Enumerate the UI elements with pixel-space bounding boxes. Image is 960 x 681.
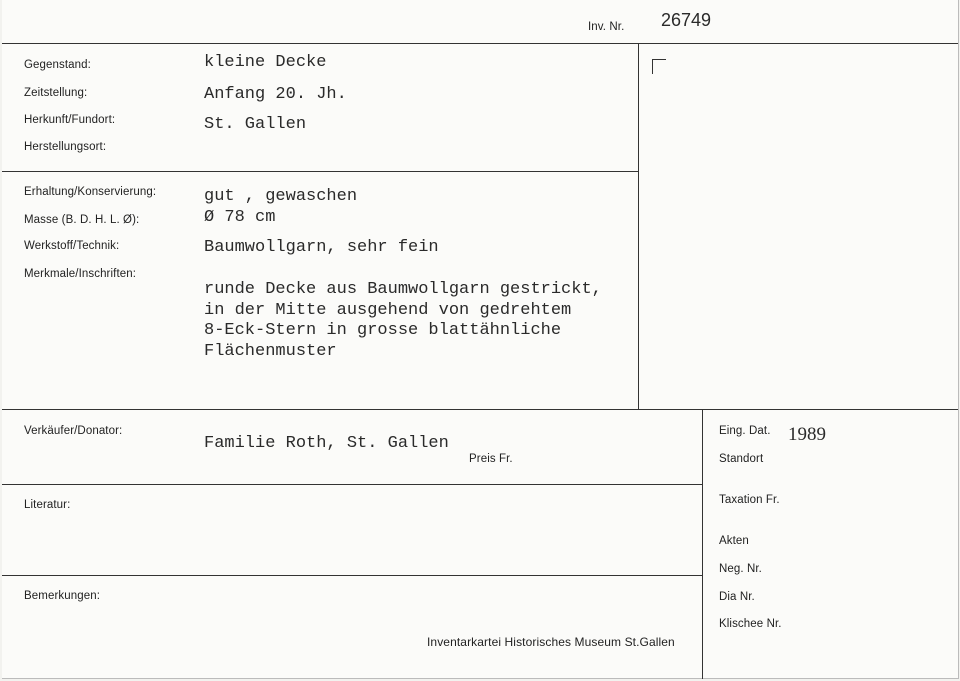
verkaeufer-label: Verkäufer/Donator: bbox=[24, 425, 123, 437]
akten-label: Akten bbox=[719, 535, 749, 547]
gegenstand-value: kleine Decke bbox=[204, 53, 327, 72]
rule-vertical-admin bbox=[702, 409, 703, 679]
eing-dat-label: Eing. Dat. bbox=[719, 425, 771, 437]
neg-nr-label: Neg. Nr. bbox=[719, 563, 762, 575]
merkmale-description bbox=[204, 280, 602, 362]
eing-dat-value: 1989 bbox=[788, 424, 826, 445]
werkstoff-label: Werkstoff/Technik: bbox=[24, 240, 120, 252]
merkmale-line: Flächenmuster bbox=[204, 341, 337, 361]
verkaeufer-value: Familie Roth, St. Gallen bbox=[204, 434, 449, 453]
inv-number: 26749 bbox=[661, 10, 712, 30]
merkmale-line: in der Mitte ausgehend von gedrehtem bbox=[204, 300, 572, 320]
merkmale-label: Merkmale/Inschriften: bbox=[24, 268, 137, 280]
inventory-card bbox=[2, 0, 959, 679]
herstellungsort-label: Herstellungsort: bbox=[24, 141, 107, 153]
masse-value: Ø 78 cm bbox=[204, 208, 276, 227]
gegenstand-label: Gegenstand: bbox=[24, 59, 91, 71]
preis-label: Preis Fr. bbox=[469, 453, 513, 465]
erhaltung-label: Erhaltung/Konservierung: bbox=[24, 186, 157, 198]
herkunft-value: St. Gallen bbox=[204, 115, 307, 134]
photo-corner-mark bbox=[652, 59, 666, 74]
bemerkungen-label: Bemerkungen: bbox=[24, 590, 100, 602]
rule-top bbox=[2, 43, 958, 44]
taxation-label: Taxation Fr. bbox=[719, 494, 780, 506]
herkunft-label: Herkunft/Fundort: bbox=[24, 114, 116, 126]
zeitstellung-label: Zeitstellung: bbox=[24, 87, 88, 99]
klischee-nr-label: Klischee Nr. bbox=[719, 618, 782, 630]
masse-label: Masse (B. D. H. L. Ø): bbox=[24, 214, 140, 226]
erhaltung-value: gut , gewaschen bbox=[204, 187, 358, 206]
inv-nr-label: Inv. Nr. bbox=[588, 21, 625, 33]
rule-vertical-image bbox=[638, 43, 639, 410]
footer-imprint: Inventarkartei Historisches Museum St.Gallen bbox=[427, 635, 675, 649]
rule-section-1 bbox=[2, 171, 638, 172]
werkstoff-value: Baumwollgarn, sehr fein bbox=[204, 238, 439, 257]
rule-section-4 bbox=[2, 575, 702, 576]
zeitstellung-value: Anfang 20. Jh. bbox=[204, 85, 347, 104]
standort-label: Standort bbox=[719, 453, 764, 465]
rule-section-3 bbox=[2, 484, 702, 485]
merkmale-line: runde Decke aus Baumwollgarn gestrickt, bbox=[204, 280, 602, 299]
dia-nr-label: Dia Nr. bbox=[719, 591, 755, 603]
merkmale-line: 8-Eck-Stern in grosse blattähnliche bbox=[204, 321, 562, 340]
literatur-label: Literatur: bbox=[24, 499, 71, 511]
rule-section-2 bbox=[2, 409, 958, 410]
